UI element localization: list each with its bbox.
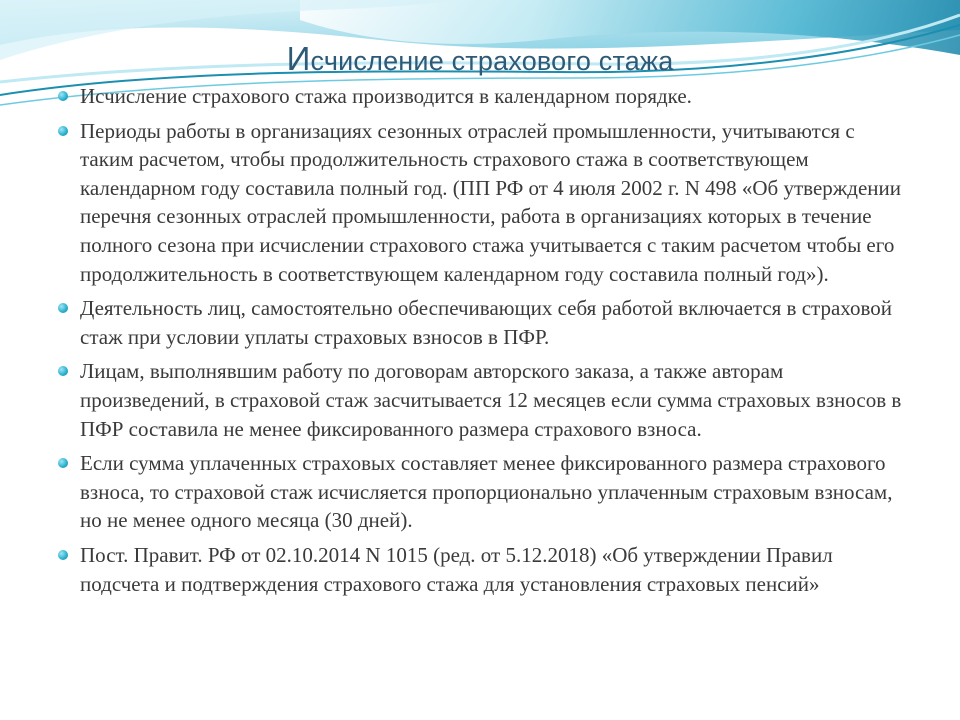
slide-title bbox=[0, 40, 960, 78]
bullet-list bbox=[56, 82, 906, 604]
list-item bbox=[56, 357, 906, 443]
bullet-text: Пост. Правит. РФ от 02.10.2014 N 1015 (ред. от 5.12.2018) «Об утверждении Правил подсчета и подтверждения страхового стажа для установления страховых пенсий» bbox=[80, 542, 833, 596]
slide-title-initial: И bbox=[286, 40, 311, 77]
bullet-text: Исчисление страхового стажа производится в календарном порядке. bbox=[80, 84, 692, 108]
list-item bbox=[56, 541, 906, 598]
bullet-text: Лицам, выполнявшим работу по договорам авторского заказа, а также авторам произведений, в страховой стаж засчитывается 12 месяцев если сумма страховых взносов в ПФР составила не менее фиксированного размера страхового взноса. bbox=[80, 359, 902, 441]
round-bullet-icon bbox=[58, 126, 68, 136]
list-item bbox=[56, 117, 906, 289]
round-bullet-icon bbox=[58, 366, 68, 376]
bullet-text: Периоды работы в организациях сезонных отраслей промышленности, учитываются с таким расчетом, чтобы продолжительность страхового стажа в соответствующем календарном году составила полный год. (ПП РФ от 4 июля 2002 г. N 498 «Об утверждении перечня сезонных отраслей промышленности, работа в организациях которых в течение полного сезона при исчислении страхового стажа учитывается с таким расчетом чтобы его продолжительность в соответствующем календарном году составила полный год»). bbox=[80, 118, 902, 286]
bullet-text: Деятельность лиц, самостоятельно обеспечивающих себя работой включается в страховой стаж при условии уплаты страховых взносов в ПФР. bbox=[80, 296, 892, 349]
round-bullet-icon bbox=[58, 458, 68, 468]
round-bullet-icon bbox=[58, 550, 68, 560]
round-bullet-icon bbox=[58, 91, 68, 101]
list-item bbox=[56, 82, 906, 111]
list-item bbox=[56, 294, 906, 351]
list-item bbox=[56, 449, 906, 535]
round-bullet-icon bbox=[58, 303, 68, 313]
slide-title-rest: счисление страхового стажа bbox=[310, 46, 674, 76]
bullet-text: Если сумма уплаченных страховых составляет менее фиксированного размера страхового взноса, то страховой стаж исчисляется пропорционально уплаченным страховым взносам, но не менее одного месяца (30 дней). bbox=[80, 451, 893, 533]
